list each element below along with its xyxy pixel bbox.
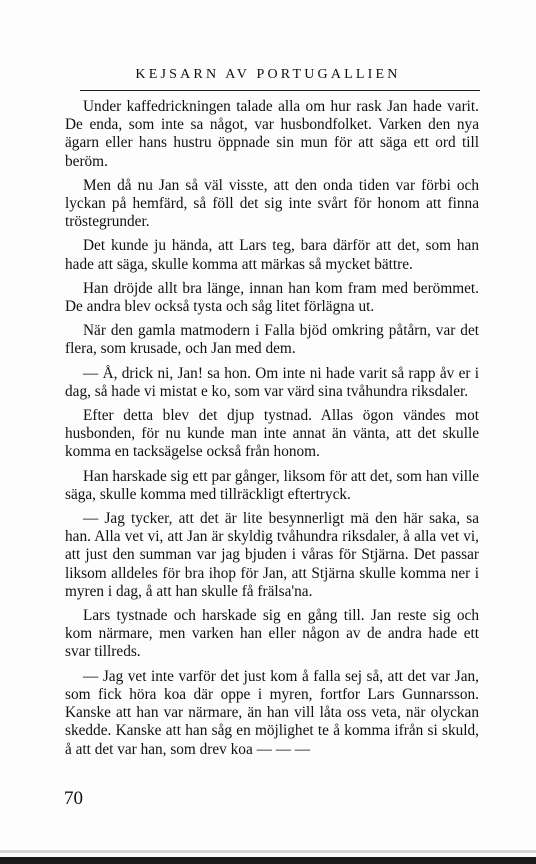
paragraph: — Jag tycker, att det är lite besynnerligt mä den här saka, sa han. Alla vet vi, att Jan är skyldig tvåhundra riksdaler, å alla vet vi, att just den summan var jag bjuden i våras för Stjärna. Det passar liksom alldeles för bra ihop för Jan, att Stjärna skulle komma ner i myren i dag, å att han skulle få frälsa'na. [65, 510, 479, 600]
paragraph: Han harskade sig ett par gånger, liksom för att det, som han ville säga, skulle komma med tillräckligt eftertryck. [65, 467, 479, 503]
paragraph: Han dröjde allt bra länge, innan han kom fram med berömmet. De andra blev också tysta och såg litet förlägna ut. [65, 279, 479, 316]
body-text [65, 98, 479, 765]
paragraph: När den gamla matmodern i Falla bjöd omkring påtårn, var det flera, som krusade, och Jan med dem. [65, 322, 479, 358]
paragraph: — Å, drick ni, Jan! sa hon. Om inte ni hade varit så rapp åv er i dag, så hade vi mistat e ko, som var värd sina tvåhundra riksdaler. [65, 364, 479, 400]
paragraph: Lars tystnade och harskade sig en gång till. Jan reste sig och kom närmare, men varken han eller någon av de andra hade ett svar tillreds. [65, 607, 479, 661]
header-rule [80, 90, 480, 91]
running-head: KEJSARN AV PORTUGALLIEN [135, 67, 401, 82]
paragraph: — Jag vet inte varför det just kom å falla sej så, att det var Jan, som fick höra koa där oppe i myren, fortfor Lars Gunnarsson. Kanske att han var närmare, än han vill låta oss veta, när olyckan skedde. Kanske att han såg en möjlighet te å komma ifrån si skuld, å att det var han, som drev koa — — — [65, 667, 479, 758]
paragraph: Under kaffedrickningen talade alla om hur rask Jan hade varit. De enda, som inte sa något, var husbondfolket. Varken den nya ägarn eller hans hustru öppnade sin mun för att säga ett ord till beröm. [65, 98, 479, 170]
scan-edge-light [0, 850, 536, 853]
scan-edge-dark [0, 857, 536, 864]
paragraph: Efter detta blev det djup tystnad. Allas ögon vändes mot husbonden, för nu kunde man inte annat än vänta, att det skulle komma en tacksägelse också från honom. [65, 407, 479, 461]
paragraph: Men då nu Jan så väl visste, att den onda tiden var förbi och lyckan på hemfärd, så föll det sig inte svårt för honom att finna tröstegrunder. [65, 176, 479, 231]
paragraph: Det kunde ju hända, att Lars teg, bara därför att det, som han hade att säga, skulle komma att märkas så mycket bättre. [65, 237, 479, 273]
page-number: 70 [64, 788, 83, 809]
